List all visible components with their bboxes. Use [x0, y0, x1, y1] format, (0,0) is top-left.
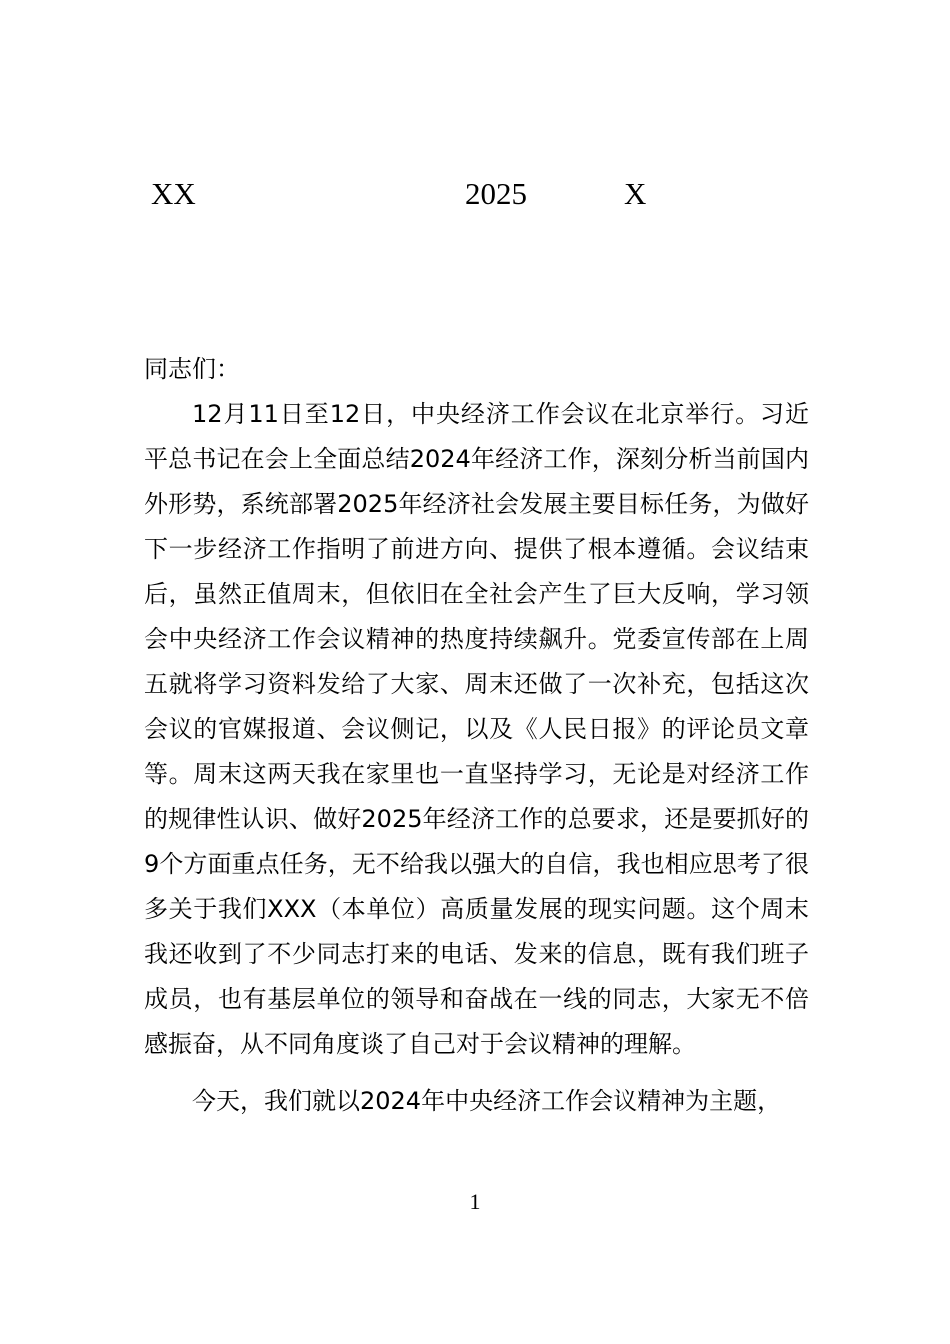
title-part-year: 2025	[465, 176, 527, 211]
title-part-unit: XX	[151, 176, 196, 211]
paragraph-2: 今天，我们就以2024年中央经济工作会议精神为主题，	[192, 1087, 782, 1115]
document-title	[0, 172, 950, 216]
page-number: 1	[469, 1189, 481, 1214]
greeting: 同志们：	[144, 355, 240, 383]
document-body	[144, 347, 809, 1124]
title-part-suffix: X	[624, 176, 647, 211]
paragraph-1: 12月11日至12日，中央经济工作会议在北京举行。习近平总书记在会上全面总结2024年经济工作，深刻分析当前国内外形势，系统部署2025年经济社会发展主要目标任务，为做好下一步经济工作指明了前进方向、提供了根本遵循。会议结束后，虽然正值周末，但依旧在全社会产生了巨大反响，学习领会中央经济工作会议精神的热度持续飙升。党委宣传部在上周五就将学习资料发给了大家、周末还做了一次补充，包括这次会议的官媒报道、会议侧记，以及《人民日报》的评论员文章等。周末这两天我在家里也一直坚持学习，无论是对经济工作的规律性认识、做好2025年经济工作的总要求，还是要抓好的9个方面重点任务，无不给我以强大的自信，我也相应思考了很多关于我们XXX（本单位）高质量发展的现实问题。这个周末我还收到了不少同志打来的电话、发来的信息，既有我们班子成员，也有基层单位的领导和奋战在一线的同志，大家无不倍感振奋，从不同角度谈了自己对于会议精神的理解。	[144, 400, 809, 1058]
